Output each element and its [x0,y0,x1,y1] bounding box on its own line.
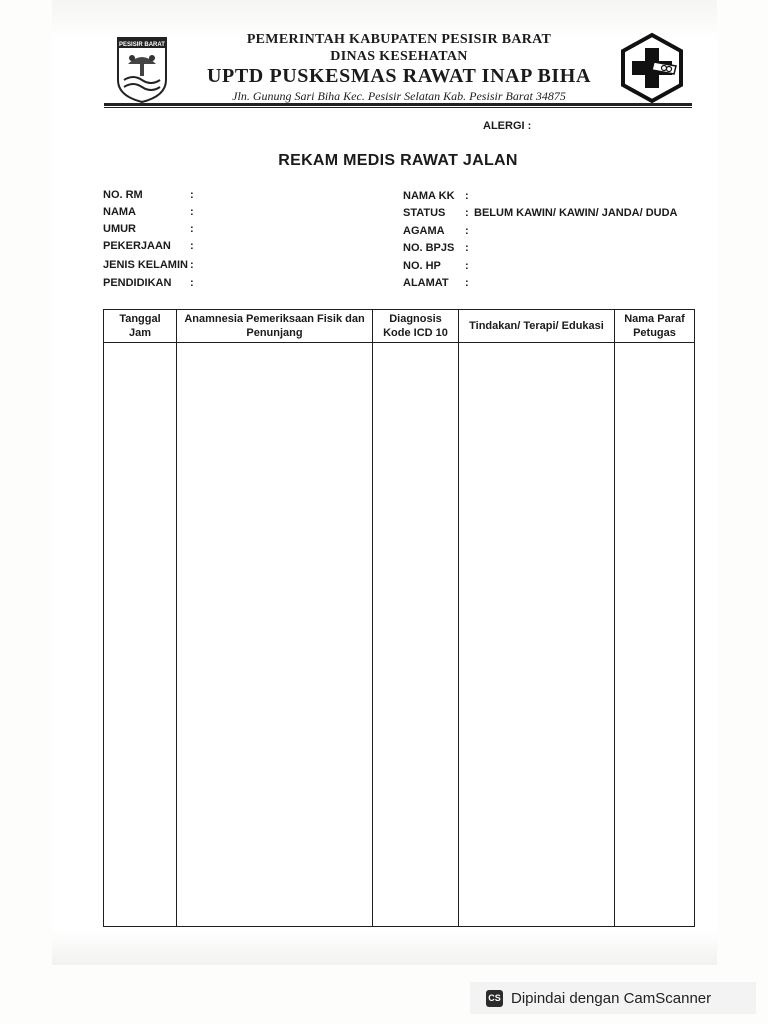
column-header-line: Tanggal [119,313,161,325]
health-center-logo-icon [618,32,686,104]
scanner-watermark [470,982,756,1014]
field-umur [103,223,194,235]
institution-address: Jln. Gunung Sari Biha Kec. Pesisir Selatan Kab. Pesisir Barat 34875 [232,89,566,103]
table-cell[interactable] [177,343,373,927]
field-colon: : [465,260,469,272]
emblem-text: PESISIR BARAT [119,42,165,48]
field-colon: : [190,277,194,289]
field-label: STATUS [403,207,446,219]
field-colon: : [465,190,469,202]
institution-name: UPTD PUSKESMAS RAWAT INAP BIHA [207,65,591,87]
field-agama [403,225,469,237]
column-header-line: Kode ICD 10 [383,327,448,339]
field-nama-kk [403,190,469,202]
field-status-options: BELUM KAWIN/ KAWIN/ JANDA/ DUDA [474,207,678,219]
column-header-line: Jam [128,327,152,339]
field-pekerjaan [103,240,194,252]
field-alamat [403,277,469,289]
table-cell[interactable] [104,343,177,927]
scanner-watermark-text: Dipindai dengan CamScanner [511,989,712,1007]
field-label: NO. RM [103,189,143,201]
field-label: ALAMAT [403,277,449,289]
field-no-bpjs [403,242,469,254]
column-header-line: Anamnesia Pemeriksaan Fisik dan [184,313,365,325]
field-nama [103,206,194,218]
column-header-line: Penunjang [246,327,303,339]
medical-record-table [103,309,695,927]
field-no-hp [403,260,469,272]
field-jenis-kelamin [103,259,194,271]
field-colon: : [465,242,469,254]
field-colon: : [190,189,194,201]
field-no-rm [103,189,194,201]
column-header-diagnosis [373,310,459,343]
letterhead-divider-thin [104,107,692,108]
field-label: NAMA KK [403,190,455,202]
field-colon: : [465,225,469,237]
column-header-nama-paraf [615,310,695,343]
field-label: JENIS KELAMIN [103,259,188,271]
table-cell[interactable] [459,343,615,927]
field-colon: : [190,223,194,235]
camscanner-icon: CS [486,990,503,1007]
allergy-label: ALERGI : [483,120,532,132]
column-header-tanggal-jam [104,310,177,343]
column-header-anamnesia [177,310,373,343]
field-colon: : [190,240,194,252]
letterhead-divider-thick [104,103,692,106]
field-label: NAMA [103,206,136,218]
column-header-line: Petugas [633,327,676,339]
field-label: NO. BPJS [403,242,455,254]
field-label: AGAMA [403,225,445,237]
government-name: PEMERINTAH KABUPATEN PESISIR BARAT [246,32,552,47]
letterhead [104,28,694,110]
form-title: REKAM MEDIS RAWAT JALAN [278,152,518,169]
field-label: PEKERJAAN [103,240,171,252]
field-colon: : [465,277,469,289]
field-label: UMUR [103,223,136,235]
field-status [403,207,678,219]
column-header-line: Nama Paraf [624,313,685,325]
field-colon: : [190,259,194,271]
table-row [104,343,695,927]
column-header-line: Diagnosis [389,313,442,325]
column-header-tindakan [459,310,615,343]
field-colon: : [190,206,194,218]
table-header-row [104,310,695,343]
field-pendidikan [103,277,194,289]
department-name: DINAS KESEHATAN [330,49,468,64]
field-label: PENDIDIKAN [103,277,172,289]
column-header-line: Tindakan/ Terapi/ Edukasi [469,320,604,332]
field-label: NO. HP [403,260,441,272]
table-cell[interactable] [615,343,695,927]
field-colon: : [465,207,469,219]
table-cell[interactable] [373,343,459,927]
